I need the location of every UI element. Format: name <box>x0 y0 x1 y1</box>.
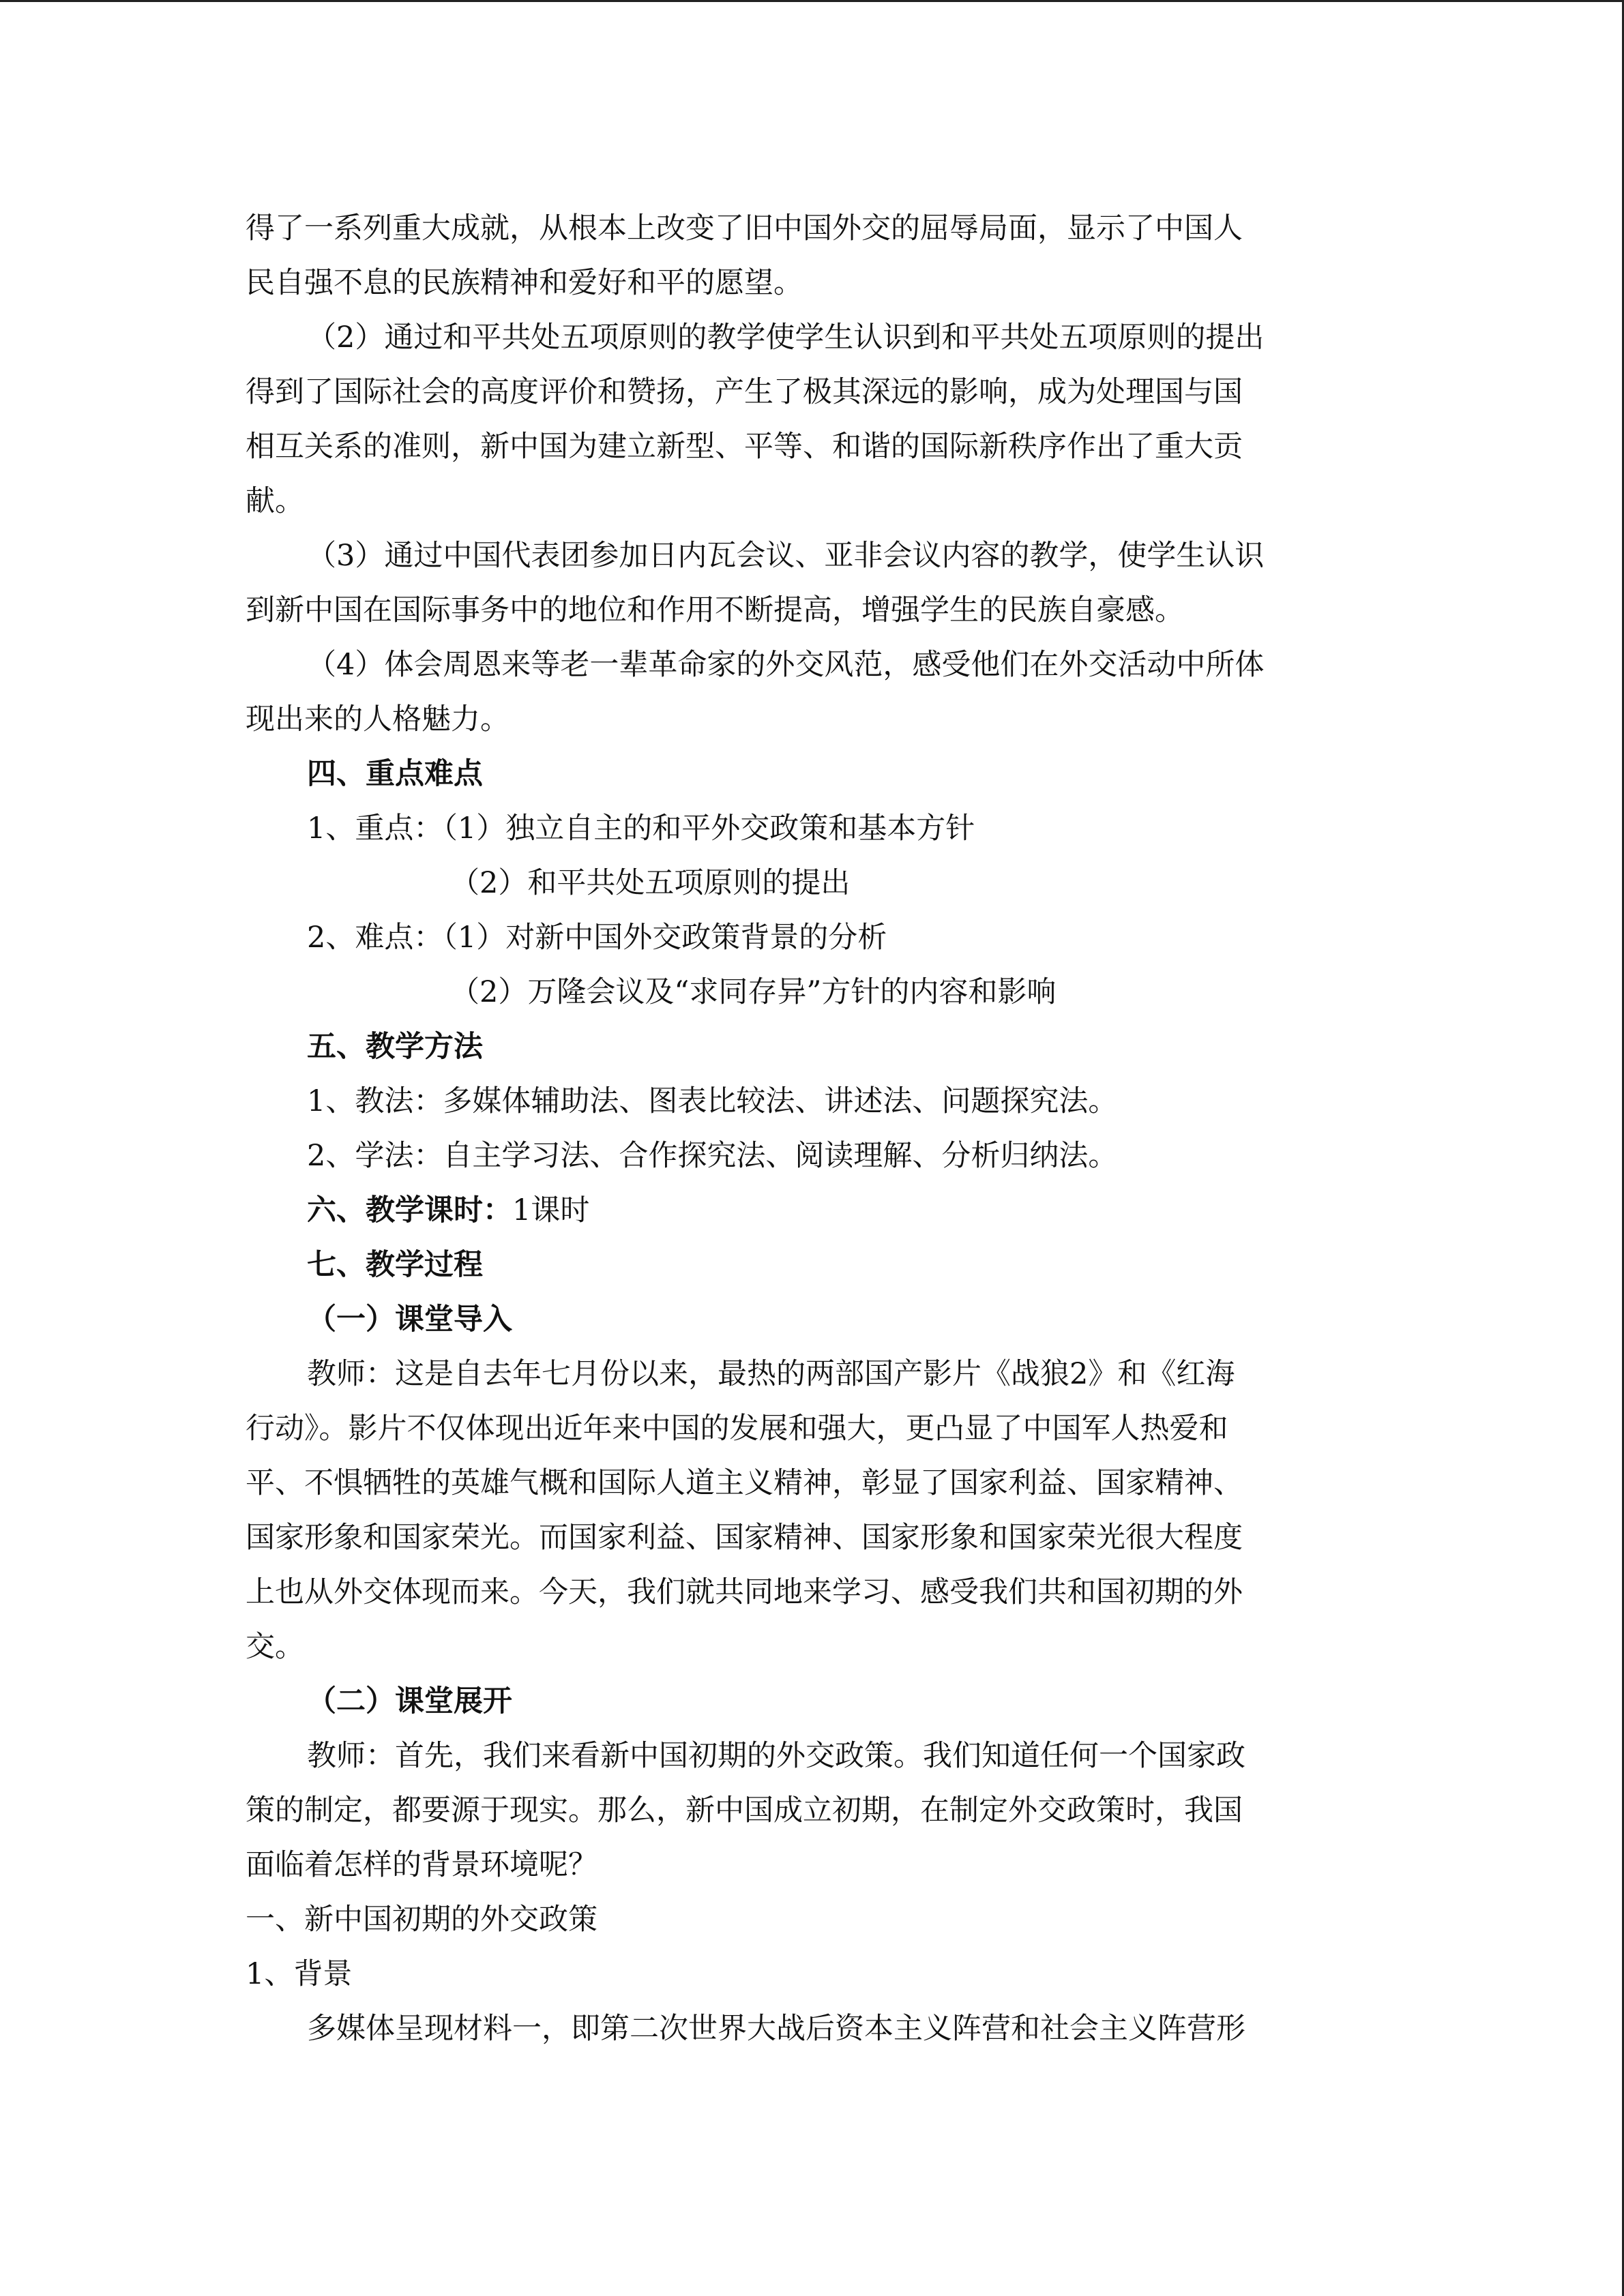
text-line: 得到了国际社会的高度评价和赞扬，产生了极其深远的影响，成为处理国与国 <box>246 375 1243 409</box>
text-line: 多媒体呈现材料一，即第二次世界大战后资本主义阵营和社会主义阵营形 <box>307 2012 1245 2046</box>
text-line: 教师：这是自去年七月份以来，最热的两部国产影片《战狼2》和《红海 <box>307 1357 1235 1391</box>
section-heading: 五、教学方法 <box>307 1030 483 1064</box>
text-line: 策的制定，都要源于现实。那么，新中国成立初期，在制定外交政策时，我国 <box>246 1793 1243 1828</box>
text-line: 平、不惧牺牲的英雄气概和国际人道主义精神，彰显了国家利益、国家精神、 <box>246 1466 1243 1500</box>
text-line: 一、新中国初期的外交政策 <box>246 1903 597 1937</box>
text-line: 2、难点：（1）对新中国外交政策背景的分析 <box>307 921 887 955</box>
section-heading: （二）课堂展开 <box>307 1684 512 1718</box>
text-line: 国家形象和国家荣光。而国家利益、国家精神、国家形象和国家荣光很大程度 <box>246 1521 1243 1555</box>
text-line: 行动》。影片不仅体现出近年来中国的发展和强大，更凸显了中国军人热爱和 <box>246 1412 1228 1446</box>
text-line: 献。 <box>246 484 304 518</box>
text-line: 1、教法：多媒体辅助法、图表比较法、讲述法、问题探究法。 <box>307 1084 1118 1118</box>
text-line: 上也从外交体现而来。今天，我们就共同地来学习、感受我们共和国初期的外 <box>246 1575 1243 1609</box>
text-line: 2、学法：自主学习法、合作探究法、阅读理解、分析归纳法。 <box>307 1139 1118 1173</box>
text-line: （2）通过和平共处五项原则的教学使学生认识到和平共处五项原则的提出 <box>307 320 1265 355</box>
lesson-time-line <box>307 1190 589 1231</box>
text-line: 教师：首先，我们来看新中国初期的外交政策。我们知道任何一个国家政 <box>307 1739 1245 1773</box>
text-line: 交。 <box>246 1630 304 1664</box>
text-line: 现出来的人格魅力。 <box>246 702 510 736</box>
text-line: （2）和平共处五项原则的提出 <box>450 866 851 900</box>
text-line: 到新中国在国际事务中的地位和作用不断提高，增强学生的民族自豪感。 <box>246 593 1184 627</box>
page-border-top <box>0 0 1624 2</box>
section-heading: （一）课堂导入 <box>307 1302 512 1337</box>
text-line: 面临着怎样的背景环境呢？ <box>246 1848 597 1882</box>
section-heading: 四、重点难点 <box>307 757 483 791</box>
text-line: 得了一系列重大成就，从根本上改变了旧中国外交的屈辱局面，显示了中国人 <box>246 211 1243 245</box>
lesson-time-value: 1课时 <box>512 1193 590 1227</box>
text-line: 1、背景 <box>246 1957 353 1991</box>
text-line: （2）万隆会议及“求同存异”方针的内容和影响 <box>450 975 1057 1009</box>
section-heading: 七、教学过程 <box>307 1248 483 1282</box>
text-line: 1、重点：（1）独立自主的和平外交政策和基本方针 <box>307 811 975 846</box>
text-line: 相互关系的准则，新中国为建立新型、平等、和谐的国际新秩序作出了重大贡 <box>246 430 1243 464</box>
text-line: 民自强不息的民族精神和爱好和平的愿望。 <box>246 266 803 300</box>
lesson-time-label: 六、教学课时： <box>307 1193 512 1227</box>
text-line: （3）通过中国代表团参加日内瓦会议、亚非会议内容的教学，使学生认识 <box>307 539 1265 573</box>
text-line: （4）体会周恩来等老一辈革命家的外交风范，感受他们在外交活动中所体 <box>307 648 1265 682</box>
